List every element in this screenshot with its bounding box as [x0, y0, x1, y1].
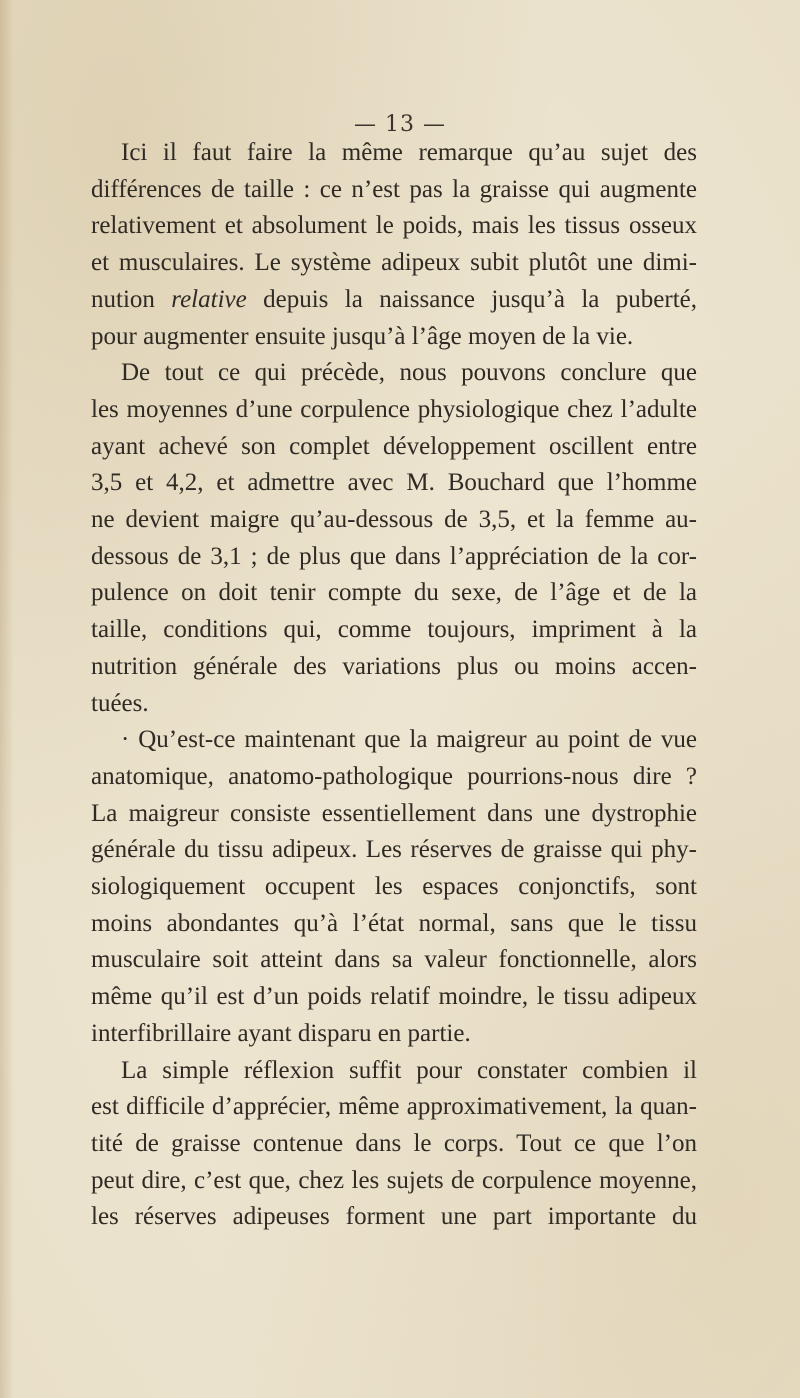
text-line: nutrition générale des variations plus ou moins accen-	[91, 652, 697, 680]
text-line: même qu’il est d’un poids relatif moindre, le tissu adipeux	[91, 983, 697, 1011]
text-line: les réserves adipeuses forment une part importante du	[91, 1203, 697, 1231]
text-segment: nution	[91, 285, 172, 313]
page-edge-shadow	[0, 0, 14, 1398]
text-line: dessous de 3,1 ; de plus que dans l’appréciation de la cor-	[91, 542, 697, 570]
text-line: · Qu’est-ce maintenant que la maigreur au point de vue	[121, 726, 697, 754]
text-line	[91, 282, 697, 319]
text-line: La simple réflexion suffit pour constater combien il	[121, 1056, 697, 1084]
text-line: générale du tissu adipeux. Les réserves de graisse qui phy-	[91, 836, 697, 864]
text-line: relativement et absolument le poids, mais les tissus osseux	[91, 212, 697, 240]
text-line: ayant achevé son complet développement oscillent entre	[91, 432, 697, 460]
text-line: siologiquement occupent les espaces conjonctifs, sont	[91, 873, 697, 901]
body-text	[91, 135, 697, 1236]
text-line: pour augmenter ensuite jusqu’à l’âge moyen de la vie.	[91, 322, 634, 350]
text-segment: depuis la naissance jusqu’à la puberté,	[246, 285, 697, 313]
text-line: anatomique, anatomo-pathologique pourrions-nous dire ?	[91, 762, 697, 790]
text-line: moins abondantes qu’à l’état normal, sans que le tissu	[91, 909, 697, 937]
text-line: taille, conditions qui, comme toujours, impriment à la	[91, 616, 697, 644]
text-line: peut dire, c’est que, chez les sujets de corpulence moyenne,	[91, 1166, 697, 1194]
text-line: tité de graisse contenue dans le corps. Tout ce que l’on	[91, 1129, 697, 1157]
text-line: La maigreur consiste essentiellement dans une dystrophie	[91, 799, 697, 827]
page-number: — 13 —	[354, 112, 446, 137]
text-line: est difficile d’apprécier, même approximativement, la quan-	[91, 1093, 697, 1121]
text-line: De tout ce qui précède, nous pouvons conclure que	[121, 359, 697, 387]
text-line: Ici il faut faire la même remarque qu’au sujet des	[121, 139, 697, 166]
text-line: musculaire soit atteint dans sa valeur fonctionnelle, alors	[91, 946, 697, 974]
text-line: et musculaires. Le système adipeux subit plutôt une dimi-	[91, 249, 697, 277]
text-line: ne devient maigre qu’au-dessous de 3,5, et la femme au-	[91, 506, 697, 534]
text-line: les moyennes d’une corpulence physiologique chez l’adulte	[91, 395, 697, 423]
text-line: pulence on doit tenir compte du sexe, de l’âge et de la	[91, 579, 697, 607]
italic-word: relative	[171, 285, 247, 313]
text-line: interfibrillaire ayant disparu en partie.	[91, 1019, 471, 1047]
text-line: tuées.	[91, 689, 149, 717]
text-line: 3,5 et 4,2, et admettre avec M. Bouchard que l’homme	[91, 469, 697, 497]
text-line: différences de taille : ce n’est pas la graisse qui augmente	[91, 175, 697, 203]
